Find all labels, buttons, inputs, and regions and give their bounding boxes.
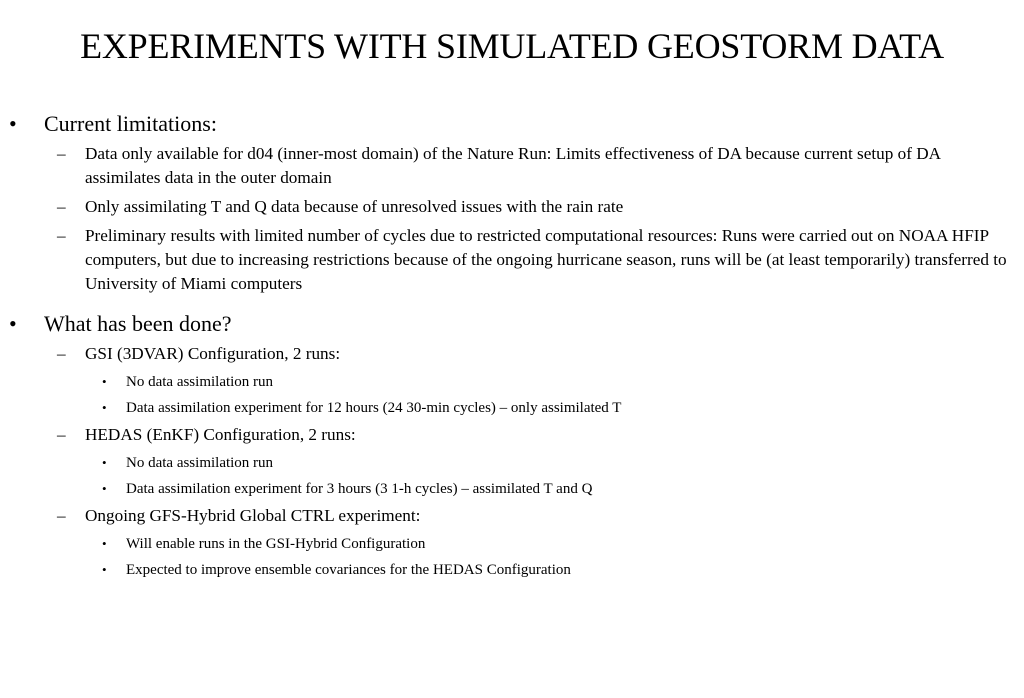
- sub-list-item-text: Data assimilation experiment for 12 hours (24 30-min cycles) – only assimilated T: [126, 400, 622, 416]
- dash-marker: –: [57, 144, 66, 163]
- list-item-text: Data only available for d04 (inner-most domain) of the Nature Run: Limits effectiveness of DA because current setup of DA assimilates data in the outer domain: [85, 144, 941, 187]
- dash-marker: –: [57, 344, 66, 363]
- sub-list-item: [0, 453, 1024, 473]
- bullet-marker: •: [102, 400, 107, 415]
- dash-marker: –: [57, 197, 66, 216]
- sub-list-item: [0, 398, 1024, 418]
- bullet-marker: •: [102, 374, 107, 389]
- list-item-text: HEDAS (EnKF) Configuration, 2 runs:: [85, 425, 356, 444]
- sub-list-item-text: Expected to improve ensemble covariances for the HEDAS Configuration: [126, 562, 571, 578]
- dash-marker: –: [57, 425, 66, 444]
- list-item: [0, 195, 1024, 219]
- list-item: [0, 142, 1024, 190]
- slide-title: EXPERIMENTS WITH SIMULATED GEOSTORM DATA: [80, 26, 944, 66]
- list-item: [0, 224, 1024, 296]
- list-item-text: GSI (3DVAR) Configuration, 2 runs:: [85, 344, 341, 363]
- sub-list-item-text: Data assimilation experiment for 3 hours (3 1-h cycles) – assimilated T and Q: [126, 481, 593, 497]
- section-heading-text: Current limitations:: [44, 111, 217, 136]
- list-item: [0, 504, 1024, 528]
- list-item: [0, 423, 1024, 447]
- sub-list-item: [0, 372, 1024, 392]
- section-heading-what-has-been-done: [0, 310, 1024, 338]
- list-item: [0, 342, 1024, 366]
- bullet-marker: •: [9, 311, 17, 336]
- sub-list-item: [0, 479, 1024, 499]
- list-item-text: Only assimilating T and Q data because of unresolved issues with the rain rate: [85, 197, 624, 216]
- slide-content: [0, 110, 1024, 580]
- bullet-marker: •: [102, 455, 107, 470]
- section-heading-text: What has been done?: [44, 311, 232, 336]
- bullet-marker: •: [102, 562, 107, 577]
- sub-list-item: [0, 534, 1024, 554]
- dash-marker: –: [57, 506, 66, 525]
- sub-list-item-text: Will enable runs in the GSI-Hybrid Configuration: [126, 536, 426, 552]
- sub-list-item: [0, 560, 1024, 580]
- sub-list-item-text: No data assimilation run: [126, 455, 274, 471]
- bullet-marker: •: [102, 481, 107, 496]
- list-item-text: Preliminary results with limited number of cycles due to restricted computational resources: Runs were carried out on NOAA HFIP computers, but due to increasing restrictions because of the ongoing hurricane season, runs will be (at least temporarily) transferred to University of Miami computers: [85, 226, 1007, 293]
- bullet-marker: •: [9, 111, 17, 136]
- section-heading-current-limitations: [0, 110, 1024, 138]
- bullet-marker: •: [102, 536, 107, 551]
- sub-list-item-text: No data assimilation run: [126, 374, 274, 390]
- dash-marker: –: [57, 226, 66, 245]
- list-item-text: Ongoing GFS-Hybrid Global CTRL experiment:: [85, 506, 421, 525]
